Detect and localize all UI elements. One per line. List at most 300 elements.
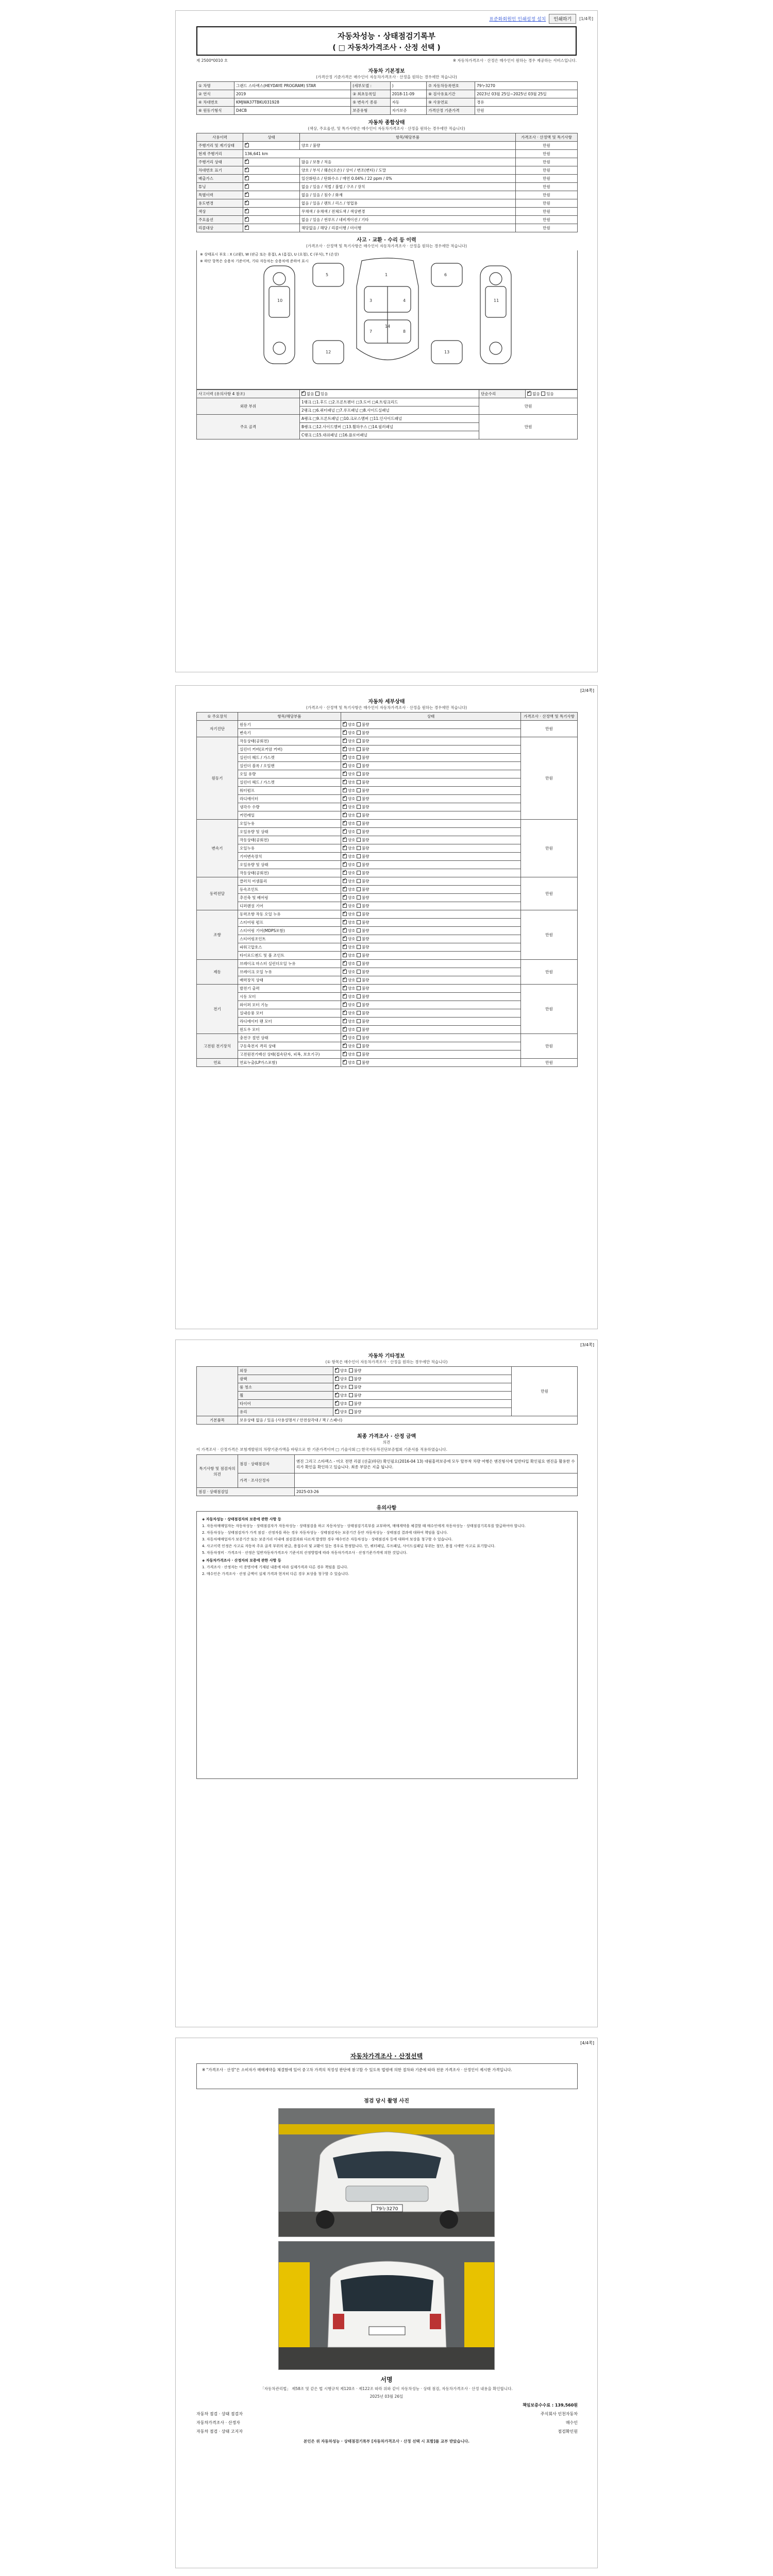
summary-head-status: 상태 — [243, 133, 300, 142]
detail-row — [197, 1018, 578, 1026]
accident-history-label: 사고이력 (유의사항 4 참조) — [197, 390, 300, 398]
rankC-row: C랭크 □15.대쉬패널 □16.플로어패널 — [300, 431, 479, 439]
vehicle-photo-rear — [278, 2241, 495, 2370]
detail-row — [197, 737, 578, 745]
ok-label: 양호 — [348, 821, 356, 826]
summary-key: 배출가스 — [197, 175, 243, 183]
ok-check[interactable] — [343, 821, 347, 825]
detail-item: 실내송풍 모터 — [238, 1009, 341, 1018]
detail-item: 원동기 — [238, 721, 341, 729]
summary-row — [197, 175, 578, 183]
ok-check[interactable] — [343, 772, 347, 776]
bad-check[interactable] — [357, 1019, 361, 1023]
rank1-row: 1랭크 □1.후드 □2.프론트펜더 □3.도어 □4.트렁크리드 — [300, 398, 479, 406]
ok-check[interactable] — [343, 994, 347, 998]
bad-check[interactable] — [357, 805, 361, 809]
basic-cell: 그랜드 스타렉스(HEYDAYE PROGRAM) STAR — [234, 82, 351, 90]
ok-check[interactable] — [335, 1385, 339, 1389]
bad-check[interactable] — [349, 1368, 353, 1372]
bad-check[interactable] — [357, 994, 361, 998]
status-check[interactable] — [245, 201, 249, 205]
ok-label: 양호 — [348, 755, 356, 760]
doc-number-row — [196, 58, 577, 63]
bad-label: 불량 — [361, 912, 369, 917]
bad-label: 불량 — [361, 1052, 369, 1057]
accident-note: (가격조사 · 산정액 및 특기사항은 매수인이 자동차가격조사 · 산정을 원하는 경우에만 적습니다) — [306, 244, 467, 248]
detail-item: 오일누유 — [238, 844, 341, 853]
detail-group: 원동기 — [197, 737, 238, 820]
bad-check[interactable] — [357, 920, 361, 924]
ok-check[interactable] — [343, 912, 347, 916]
svg-text:5: 5 — [326, 273, 329, 277]
basic-cell: ⑥ 원동기형식 — [197, 107, 234, 115]
summary-key: 차대번호 표기 — [197, 166, 243, 175]
bad-label: 불량 — [361, 1027, 369, 1032]
ok-check[interactable] — [343, 986, 347, 990]
bad-label: 불량 — [361, 986, 369, 991]
ok-label: 양호 — [348, 1011, 356, 1015]
status-check[interactable] — [245, 176, 249, 180]
ok-check[interactable] — [343, 1011, 347, 1015]
accident-legend-2: ※ 하단 항목은 승용차 기준이며, 기타 자동차는 승용차에 준하여 표시 — [200, 259, 309, 263]
detail-row — [197, 745, 578, 754]
ok-check[interactable] — [335, 1368, 339, 1372]
detail-row — [197, 886, 578, 894]
detail-unit: 만원 — [521, 721, 578, 737]
basic-cell: 자가보증 — [390, 107, 427, 115]
ok-check[interactable] — [343, 937, 347, 941]
basic-cell: ④ 차대번호 — [197, 98, 234, 107]
ok-check[interactable] — [343, 862, 347, 867]
ok-check[interactable] — [343, 871, 347, 875]
summary-unit: 만원 — [516, 208, 578, 216]
ok-check[interactable] — [343, 879, 347, 883]
basic-info-table — [196, 81, 578, 115]
detail-group: 고전원 전기장치 — [197, 1034, 238, 1059]
detail-item: 동력조향 작동 오일 누유 — [238, 910, 341, 919]
print-setup-link[interactable]: 표준화회원인 인쇄설정 설치 — [489, 17, 546, 22]
bad-check[interactable] — [357, 772, 361, 776]
detail-row — [197, 729, 578, 737]
bad-label: 불량 — [354, 1368, 362, 1373]
bad-check[interactable] — [357, 796, 361, 801]
detail-row — [197, 1009, 578, 1018]
others-title: 자동차 기타정보 — [368, 1353, 405, 1359]
bad-check[interactable] — [357, 862, 361, 867]
bad-check[interactable] — [349, 1401, 353, 1405]
detail-item: 스티어링 기어(MDPS포함) — [238, 927, 341, 935]
basic-cell: 자동 — [390, 98, 427, 107]
bad-check[interactable] — [357, 928, 361, 933]
bad-check[interactable] — [357, 871, 361, 875]
bad-label: 불량 — [361, 722, 369, 727]
bad-check[interactable] — [357, 846, 361, 850]
ok-check[interactable] — [335, 1377, 339, 1381]
summary-head-price: 가격조사 · 산정액 및 특기사항 — [516, 133, 578, 142]
bad-label: 불량 — [361, 821, 369, 826]
bad-check[interactable] — [357, 970, 361, 974]
ok-check[interactable] — [343, 961, 347, 965]
bad-check[interactable] — [357, 978, 361, 982]
accident-none-check[interactable] — [301, 392, 306, 396]
ok-label: 양호 — [340, 1401, 348, 1406]
ok-check[interactable] — [343, 747, 347, 751]
summary-row — [197, 199, 578, 208]
bad-label: 불량 — [354, 1393, 362, 1398]
ok-label: 양호 — [348, 1019, 356, 1024]
simple-none-check[interactable] — [527, 392, 531, 396]
bad-check[interactable] — [357, 1060, 361, 1064]
detail-row — [197, 803, 578, 811]
bad-check[interactable] — [357, 813, 361, 817]
detail-row — [197, 960, 578, 968]
summary-key: 주요옵션 — [197, 216, 243, 224]
basic-cell: 2019 — [234, 90, 351, 98]
detail-row — [197, 811, 578, 820]
bad-check[interactable] — [357, 1011, 361, 1015]
summary-unit: 만원 — [516, 216, 578, 224]
bad-check[interactable] — [349, 1410, 353, 1414]
status-check[interactable] — [245, 209, 249, 213]
ok-label: 양호 — [348, 747, 356, 752]
detail-item: 고전원전기배선 상태(접속단자, 피복, 보호기구) — [238, 1050, 341, 1059]
detail-row — [197, 1042, 578, 1050]
detail-row — [197, 820, 578, 828]
bad-label: 불량 — [361, 813, 369, 818]
fee-label: 책임보증수수료 : — [522, 2403, 555, 2408]
ok-check[interactable] — [343, 1003, 347, 1007]
ok-check[interactable] — [343, 895, 347, 900]
ok-label: 양호 — [340, 1377, 348, 1381]
bad-check[interactable] — [357, 731, 361, 735]
mileage-row — [197, 150, 578, 158]
ok-check[interactable] — [343, 755, 347, 759]
detail-row — [197, 853, 578, 861]
notes-heading-1: ◈ 자동차성능 · 상태점검자의 보증에 관한 사항 등 — [202, 1517, 281, 1521]
ok-check[interactable] — [335, 1393, 339, 1397]
ok-check[interactable] — [343, 928, 347, 933]
detail-group: 동력전달 — [197, 877, 238, 910]
basic-cell: 만원 — [475, 107, 578, 115]
detail-item: 실린더 헤드 / 가스켓 — [238, 778, 341, 787]
ok-label: 양호 — [348, 937, 356, 941]
detail-item: 와이퍼 모터 기능 — [238, 1001, 341, 1009]
detail-item: 파워고압호스 — [238, 943, 341, 952]
detail-item: 냉각수 수량 — [238, 803, 341, 811]
notes-heading-2: ◈ 자동차가격조사 · 산정자의 보증에 관한 사항 등 — [202, 1558, 281, 1563]
ok-check[interactable] — [343, 1019, 347, 1023]
summary-unit: 만원 — [516, 142, 578, 150]
bad-check[interactable] — [357, 961, 361, 965]
detail-unit: 만원 — [521, 985, 578, 1034]
detail-item: 기어변속장치 — [238, 853, 341, 861]
summary-unit: 만원 — [516, 224, 578, 232]
summary-value: 해당없음 / 해당 / 리콜이행 / 미이행 — [300, 224, 516, 232]
summary-value: 일산화탄소 / 탄화수소 / 매연 0.04% / 22 ppm / 0% — [300, 175, 516, 183]
detail-item: 스티어링 펌프 — [238, 919, 341, 927]
ok-check[interactable] — [343, 1060, 347, 1064]
simple-yes-check[interactable] — [541, 392, 545, 396]
basic-cell: KMJWA37TBKU031928 — [234, 98, 351, 107]
mileage-value: 136,641 km — [243, 150, 516, 158]
basic-row — [197, 82, 578, 90]
ok-check[interactable] — [343, 978, 347, 982]
bad-check[interactable] — [357, 1027, 361, 1031]
detail-unit: 만원 — [521, 1034, 578, 1059]
bad-check[interactable] — [357, 854, 361, 858]
sign-law: 「자동차관리법」 제58조 및 같은 법 시행규칙 제120조 · 제122조 따라 위와 같이 자동차성능 · 상태 점검, 자동차가격조사 · 산정 내용을 확인합니다. — [260, 2386, 513, 2391]
ok-check[interactable] — [343, 920, 347, 924]
ok-label: 양호 — [348, 772, 356, 776]
bad-label: 불량 — [361, 978, 369, 982]
detail-row — [197, 894, 578, 902]
detail-item: 윈도우 모터 — [238, 1026, 341, 1034]
selection-title: 자동차가격조사 · 산정선택 — [350, 2053, 423, 2060]
detail-item: 오일유량 및 상태 — [238, 828, 341, 836]
bad-check[interactable] — [357, 953, 361, 957]
ok-label: 양호 — [348, 722, 356, 727]
detail-item: 실린더 블록 / 오일팬 — [238, 762, 341, 770]
ok-check[interactable] — [343, 805, 347, 809]
accident-yes-check[interactable] — [315, 392, 320, 396]
ok-check[interactable] — [343, 731, 347, 735]
status-check[interactable] — [245, 143, 249, 147]
ok-check[interactable] — [343, 945, 347, 949]
bad-check[interactable] — [357, 755, 361, 759]
bad-label: 불량 — [354, 1385, 362, 1389]
summary-key: 용도변경 — [197, 199, 243, 208]
summary-title: 자동차 종합상태 — [368, 120, 405, 126]
bad-check[interactable] — [357, 912, 361, 916]
ok-check[interactable] — [343, 1036, 347, 1040]
detail-row — [197, 1050, 578, 1059]
detail-item: 충전구 절연 상태 — [238, 1034, 341, 1042]
bad-label: 불량 — [354, 1401, 362, 1406]
bad-check[interactable] — [349, 1385, 353, 1389]
note-6: 1. 가격조사 · 산정자는 이 증명서에 기재된 내용에 따라 실제가격과 다른 경우 책임을 집니다. — [202, 1565, 348, 1569]
opinion-note: 이 가격조사 · 산정가격은 보험개발원의 차량기준가액을 바탕으로 한 기준가격이며 □ 기술사회 □ 한국자동차진단보증협회 기준서를 적용하였습니다. — [196, 1447, 448, 1452]
detail-item: 작동상태(공회전) — [238, 737, 341, 745]
ok-check[interactable] — [343, 1052, 347, 1056]
summary-unit: 만원 — [516, 183, 578, 191]
doc-note: ※ 자동차가격조사 · 산정은 매수인이 원하는 경우 제공하는 서비스입니다. — [452, 58, 577, 63]
ok-check[interactable] — [343, 887, 347, 891]
status-check[interactable] — [245, 160, 249, 164]
bad-label: 불량 — [361, 920, 369, 925]
price-label: 가격 · 조사산정자 — [238, 1473, 295, 1488]
details-head-status: 상태 — [341, 713, 521, 721]
ok-check[interactable] — [343, 838, 347, 842]
car-outline-icon — [259, 256, 516, 374]
detail-item: 스티어링조인트 — [238, 935, 341, 943]
summary-row — [197, 158, 578, 166]
bad-check[interactable] — [357, 986, 361, 990]
summary-key: 색상 — [197, 208, 243, 216]
ok-check[interactable] — [343, 722, 347, 726]
mileage-unit: 만원 — [516, 150, 578, 158]
bad-check[interactable] — [349, 1377, 353, 1381]
basic-cell: 2018-11-09 — [390, 90, 427, 98]
photo-title: 점검 당시 촬영 사진 — [364, 2098, 409, 2104]
bad-check[interactable] — [357, 945, 361, 949]
ok-check[interactable] — [343, 780, 347, 784]
ok-check[interactable] — [343, 904, 347, 908]
detail-row — [197, 787, 578, 795]
ok-check[interactable] — [343, 813, 347, 817]
detail-item: 연료누출(LP가스포함) — [238, 1059, 341, 1067]
bad-label: 불량 — [361, 838, 369, 842]
bad-check[interactable] — [357, 1044, 361, 1048]
ok-check[interactable] — [343, 1027, 347, 1031]
bad-label: 불량 — [361, 805, 369, 809]
basic-items-value: 보유상태 없음 / 있음 (사용설명서 / 안전삼각대 / 잭 / 스패너) — [238, 1416, 578, 1425]
ok-check[interactable] — [343, 829, 347, 834]
print-button[interactable]: 인쇄하기 — [549, 14, 576, 24]
ok-check[interactable] — [335, 1401, 339, 1405]
ok-check[interactable] — [343, 1044, 347, 1048]
bad-label: 불량 — [361, 1011, 369, 1015]
bad-check[interactable] — [357, 1052, 361, 1056]
ok-label: 양호 — [348, 887, 356, 892]
basic-cell: 경유 — [475, 98, 578, 107]
bad-label: 불량 — [361, 928, 369, 933]
detail-unit: 만원 — [521, 820, 578, 877]
detail-item: 브레이크 마스터 실린더오일 누유 — [238, 960, 341, 968]
ok-label: 양호 — [340, 1368, 348, 1373]
bad-check[interactable] — [357, 937, 361, 941]
ok-label: 양호 — [348, 846, 356, 851]
basic-cell: 보증유형 — [351, 107, 390, 115]
bad-check[interactable] — [357, 904, 361, 908]
owner-text: 엔진 그리고 스타렉스 - 미오 전면 리콜 (선출)하단) 확인필요(2016-04 13) 대림흠력보증에 모두 탈부착 차량 여행은 엔진형식에 일반타입 확인필요 엔진을 활용한 수리가 확인을 확인하고 있습니다. 최종 부담은 지출 됩니다. — [295, 1455, 578, 1473]
ok-label: 양호 — [340, 1393, 348, 1398]
detail-unit: 만원 — [521, 1059, 578, 1067]
svg-text:10: 10 — [277, 298, 283, 303]
details-head-item: 항목/해당부품 — [238, 713, 341, 721]
status-check[interactable] — [245, 226, 249, 230]
basic-row — [197, 90, 578, 98]
basic-cell: 가격산정 기준가격 — [427, 107, 475, 115]
detail-unit: 만원 — [521, 910, 578, 960]
detail-item: 디퍼렌셜 기어 — [238, 902, 341, 910]
page-4 — [175, 2038, 598, 2568]
exterior-unit: 만원 — [479, 398, 578, 415]
detail-item: 발전기 출력 — [238, 985, 341, 993]
detail-row — [197, 770, 578, 778]
ok-check[interactable] — [343, 796, 347, 801]
ok-label: 양호 — [348, 961, 356, 966]
bad-check[interactable] — [349, 1393, 353, 1397]
bad-check[interactable] — [357, 1003, 361, 1007]
detail-row — [197, 943, 578, 952]
ok-check[interactable] — [343, 846, 347, 850]
ok-check[interactable] — [343, 739, 347, 743]
details-table — [196, 712, 578, 1067]
bad-check[interactable] — [357, 887, 361, 891]
fee-value: 139,560원 — [554, 2403, 578, 2408]
bad-check[interactable] — [357, 895, 361, 900]
others-note: (① 항목은 매수인이 자동차가격조사 · 산정을 원하는 경우에만 적습니다) — [325, 1360, 448, 1364]
detail-group: 자기진단 — [197, 721, 238, 737]
detail-row — [197, 968, 578, 976]
summary-row — [197, 208, 578, 216]
sign-buyer: 매수인 — [565, 2420, 578, 2425]
svg-text:12: 12 — [326, 350, 331, 354]
bad-check[interactable] — [357, 764, 361, 768]
ok-label: 양호 — [348, 1027, 356, 1032]
bad-check[interactable] — [357, 780, 361, 784]
summary-key: 주행거리 및 계기상태 — [197, 142, 243, 150]
note-1: 1. 자동차매매업자는 자동차성능 · 상태점검자가 자동차성능 · 상태점검을 하고 자동차성능 · 상태점검기록부를 교부하며, 매매계약을 체결할 때 매수인에게 자동차성능 · 상태점검기록부를 발급하여야 합니다. — [202, 1524, 526, 1528]
summary-head-history: 사용이력 — [197, 133, 243, 142]
bad-label: 불량 — [361, 829, 369, 834]
detail-row — [197, 952, 578, 960]
ok-label: 양호 — [348, 912, 356, 917]
detail-item: 브레이크 오일 누유 — [238, 968, 341, 976]
bad-check[interactable] — [357, 788, 361, 792]
bad-check[interactable] — [357, 879, 361, 883]
ok-check[interactable] — [343, 970, 347, 974]
basic-cell: 79누3270 — [475, 82, 578, 90]
ok-label: 양호 — [348, 904, 356, 908]
plate-text: 79누3270 — [376, 2207, 398, 2212]
bad-check[interactable] — [357, 739, 361, 743]
bad-check[interactable] — [357, 722, 361, 726]
rankB-row: B랭크 □12.사이드멤버 □13.휠하우스 □14.필러패널 — [300, 423, 479, 431]
inspector-label: 점검 · 상태점검자 — [238, 1455, 295, 1473]
ok-check[interactable] — [343, 854, 347, 858]
status-check[interactable] — [245, 217, 249, 222]
opinion-sub: 의견 — [382, 1440, 391, 1445]
bad-label: 불량 — [361, 887, 369, 892]
summary-unit: 만원 — [516, 175, 578, 183]
ok-check[interactable] — [343, 788, 347, 792]
fee-row — [196, 2402, 578, 2408]
status-check[interactable] — [245, 168, 249, 172]
bad-label: 불량 — [361, 846, 369, 851]
page-number: [1/4쪽] — [579, 16, 593, 21]
status-check[interactable] — [245, 184, 249, 189]
bad-check[interactable] — [357, 838, 361, 842]
svg-text:14: 14 — [385, 324, 391, 329]
ok-check[interactable] — [343, 764, 347, 768]
basic-cell: ⑦ 자동차등록번호 — [427, 82, 475, 90]
bad-check[interactable] — [357, 821, 361, 825]
basic-cell: ) — [390, 82, 427, 90]
ok-check[interactable] — [343, 953, 347, 957]
bad-label: 불량 — [361, 953, 369, 958]
detail-item: 오일유량 및 상태 — [238, 861, 341, 869]
bad-check[interactable] — [357, 747, 361, 751]
ok-check[interactable] — [335, 1410, 339, 1414]
ok-label: 양호 — [348, 879, 356, 884]
details-title: 자동차 세부상태 — [368, 699, 405, 705]
bad-check[interactable] — [357, 829, 361, 834]
svg-text:6: 6 — [444, 273, 447, 277]
basic-row — [197, 98, 578, 107]
status-check[interactable] — [245, 193, 249, 197]
bad-label: 불량 — [361, 871, 369, 875]
notes-box — [196, 1511, 578, 1779]
exterior-label: 외판 부위 — [197, 398, 300, 415]
bad-check[interactable] — [357, 1036, 361, 1040]
summary-value: 없음 / 있음 / 적법 / 불법 / 구조 / 장치 — [300, 183, 516, 191]
other-item: 유리 — [238, 1408, 333, 1416]
ok-label: 양호 — [348, 871, 356, 875]
other-item: 룸 청소 — [238, 1383, 333, 1392]
bad-label: 불량 — [361, 1044, 369, 1048]
detail-row — [197, 754, 578, 762]
